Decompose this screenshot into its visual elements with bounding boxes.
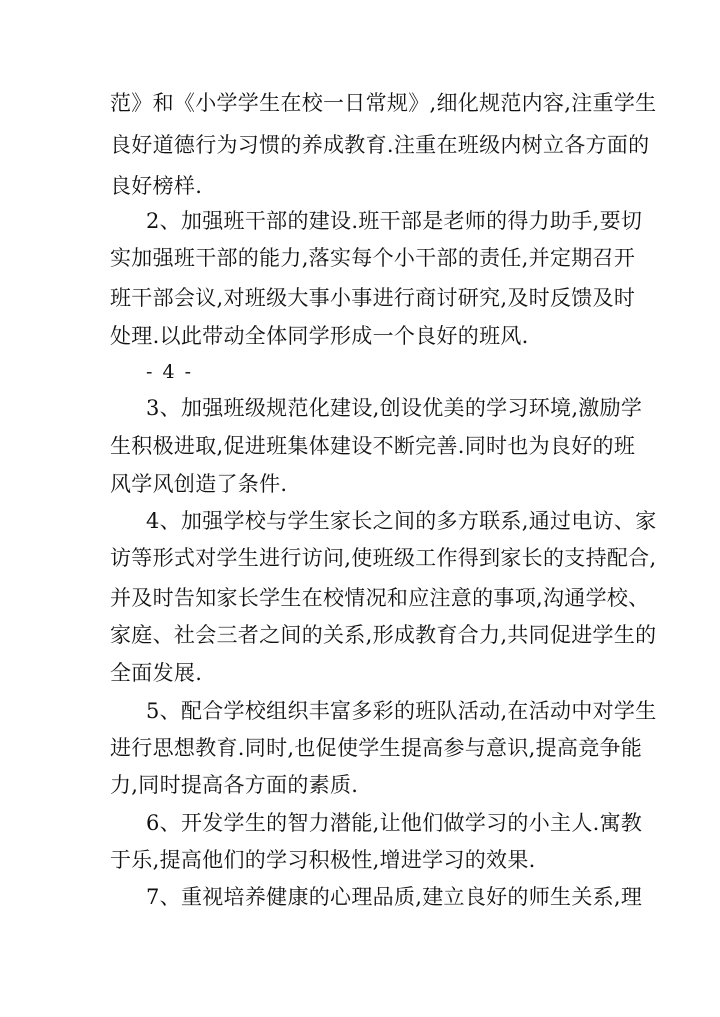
text-line: 3、加强班级规范化建设,创设优美的学习环境,激励学 — [146, 396, 643, 420]
text-line: 访等形式对学生进行访问,使班级工作得到家长的支持配合, — [110, 546, 657, 570]
text-line: 7、重视培养健康的心理品质,建立良好的师生关系,理 — [146, 885, 643, 909]
text-line: 6、开发学生的智力潜能,让他们做学习的小主人.寓教 — [146, 811, 643, 835]
text-line: 于乐,提高他们的学习积极性,增进学习的效果. — [110, 848, 536, 872]
text-line: 风学风创造了条件. — [110, 472, 288, 496]
text-line: 范》和《小学学生在校一日常规》,细化规范内容,注重学生 — [110, 91, 657, 115]
text-line: 班干部会议,对班级大事小事进行商讨研究,及时反馈及时 — [110, 286, 636, 310]
text-line: 实加强班干部的能力,落实每个小干部的责任,并定期召开 — [110, 246, 636, 270]
text-line: 5、配合学校组织丰富多彩的班队活动,在活动中对学生 — [146, 699, 657, 723]
text-line: 良好道德行为习惯的养成教育.注重在班级内树立各方面的 — [110, 133, 650, 157]
text-line: 生积极进取,促进班集体建设不断完善.同时也为良好的班 — [110, 434, 636, 458]
text-line: 良好榜样. — [110, 174, 203, 198]
text-line: 全面发展. — [110, 661, 203, 685]
text-line: 力,同时提高各方面的素质. — [110, 773, 359, 797]
text-line: 4、加强学校与学生家长之间的多方联系,通过电访、家 — [146, 509, 657, 533]
text-line: 家庭、社会三者之间的关系,形成教育合力,共同促进学生的 — [110, 623, 657, 647]
text-line: 进行思想教育.同时,也促使学生提高参与意识,提高竞争能 — [110, 736, 643, 760]
text-line: 处理.以此带动全体同学形成一个良好的班风. — [110, 324, 529, 348]
page-number: - 4 - — [146, 361, 194, 383]
text-line: 并及时告知家长学生在校情况和应注意的事项,沟通学校、 — [110, 586, 650, 610]
text-line: 2、加强班干部的建设.班干部是老师的得力助手,要切 — [146, 209, 643, 233]
